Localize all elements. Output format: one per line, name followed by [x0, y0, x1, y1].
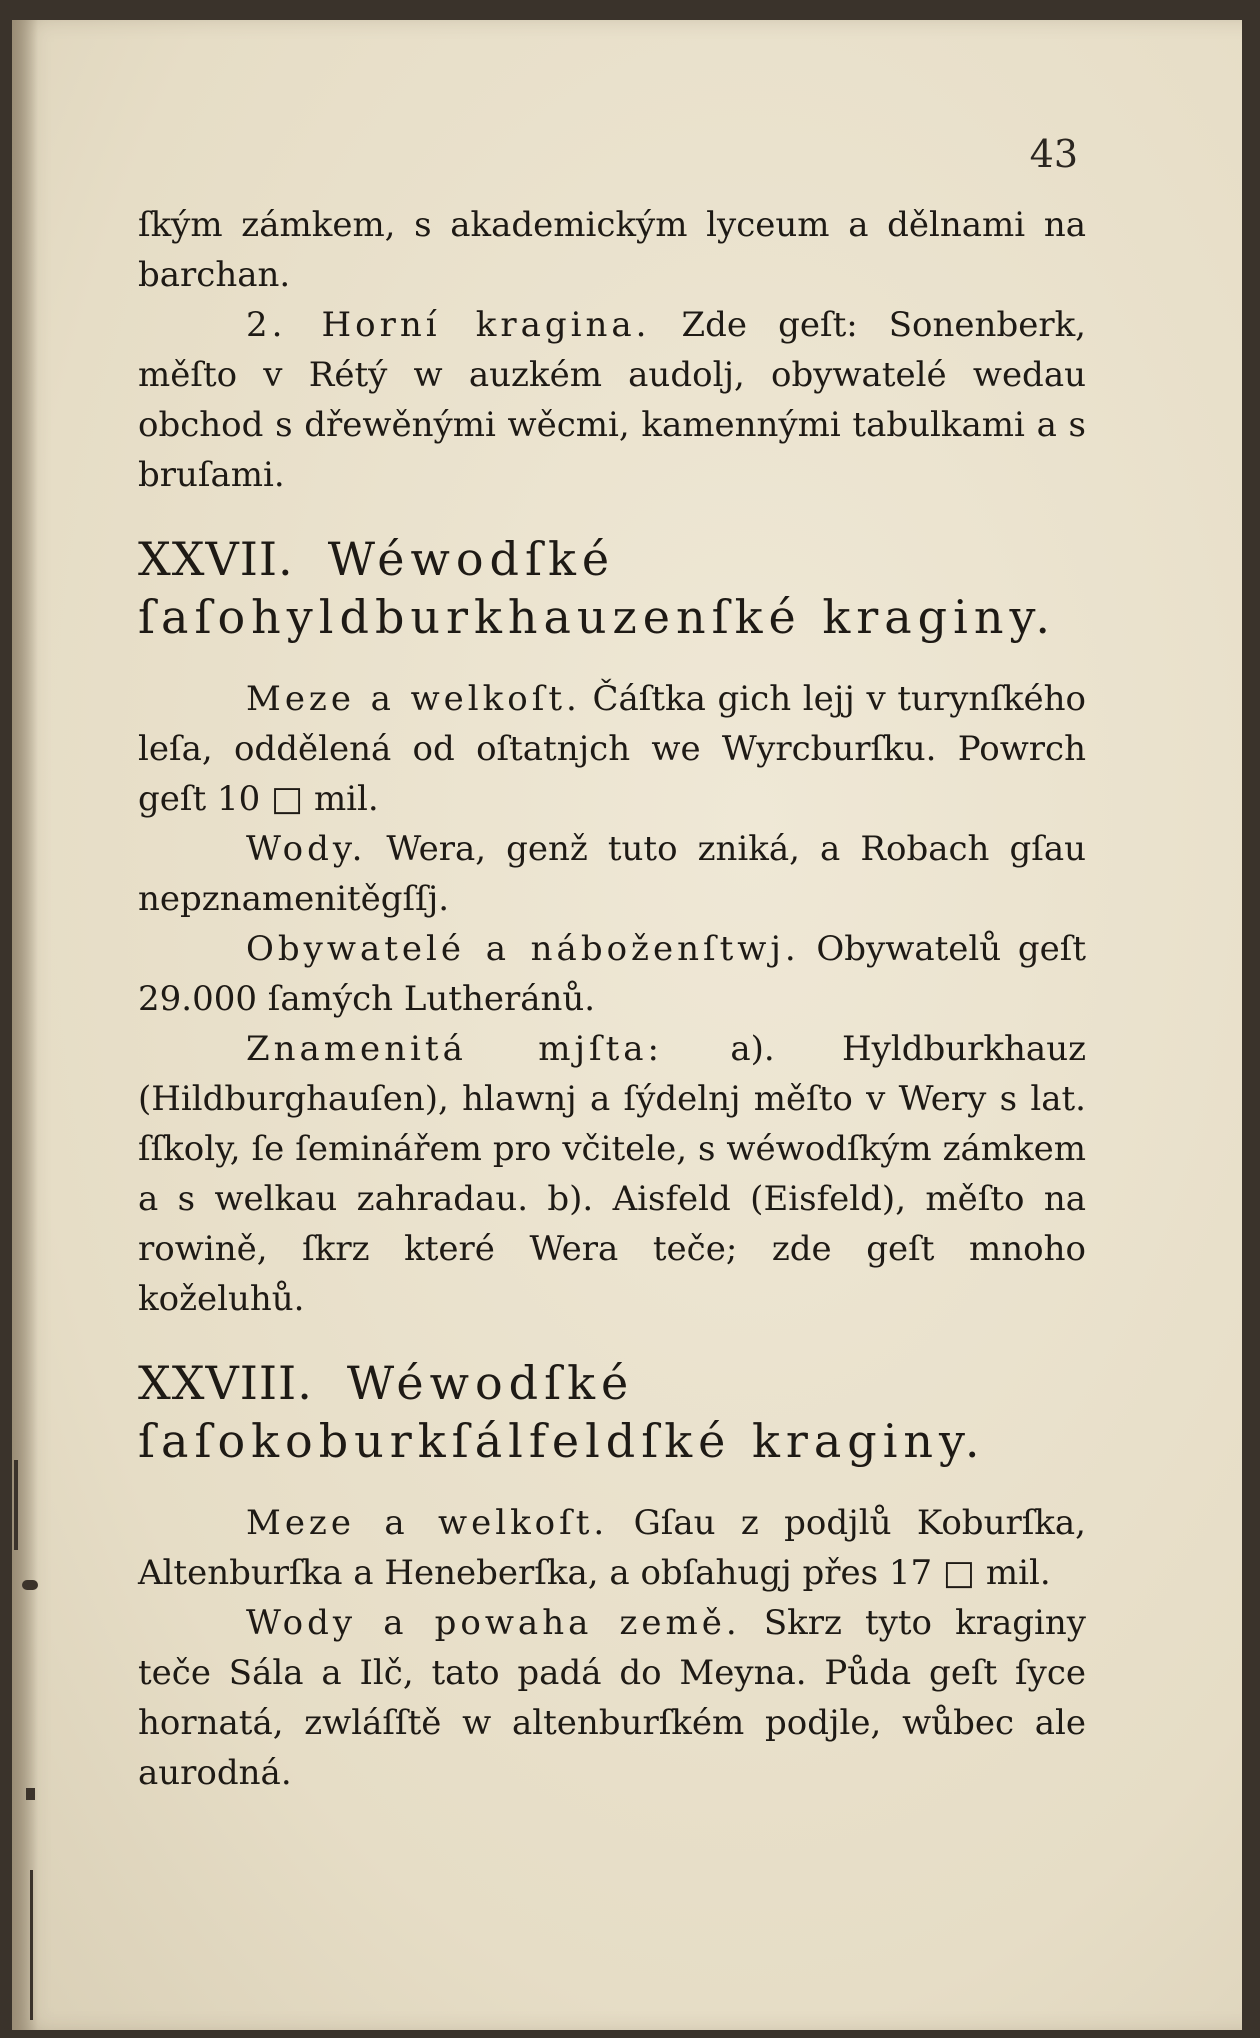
page-body	[138, 200, 1086, 1798]
section-number: XXVII.	[138, 532, 294, 586]
paragraph-lead: Obywatelé a náboženſtwj.	[246, 929, 800, 969]
paragraph-lead: Meze a welkoſt.	[246, 1503, 609, 1543]
section-heading	[138, 1354, 1086, 1470]
paragraph	[138, 200, 1086, 300]
paragraph-lead: 2. Horní kragina.	[246, 305, 651, 345]
paragraph-text: Skrz tyto kraginy teče Sála a Ilč, tato padá do Meyna. Půda geſt ſyce hornatá, zwláſſtě w altenburſkém podjle, wůbec ale aurodná.	[138, 1603, 1086, 1793]
paragraph	[138, 300, 1086, 500]
paragraph-text: Zde geſt: Sonenberk, měſto v Rétý w auzkém audolj, obywatelé wedau obchod s dřewěnými wěcmi, kamennými tabulkami a s bruſami.	[138, 305, 1086, 495]
paragraph-lead: Wody.	[246, 829, 367, 869]
paragraph	[138, 1498, 1086, 1598]
page-number: 43	[1029, 132, 1078, 176]
paragraph-lead: Wody a powaha země.	[246, 1603, 741, 1643]
margin-mark	[22, 1580, 38, 1590]
section-title: Wéwodſké ſaſokoburkſálfeldſké kraginy.	[138, 1356, 986, 1468]
margin-mark	[26, 1788, 35, 1800]
page-gutter-shadow	[12, 20, 38, 2030]
margin-mark	[30, 1870, 33, 2020]
margin-mark	[14, 1460, 18, 1550]
paragraph-text: a). Hyldburkhauz (Hildburghauſen), hlawnj a ſýdelnj měſto v Wery s lat. ſſkoly, ſe ſeminářem pro včitele, s wéwodſkým zámkem a s welkau zahradau. b). Aisfeld (Eisfeld), měſto na rowině, ſkrz které Wera teče; zde geſt mnoho koželuhů.	[138, 1029, 1087, 1319]
paragraph	[138, 1598, 1086, 1798]
paragraph-lead: Znamenitá mjſta:	[246, 1029, 663, 1069]
paragraph-text: Gſau z podjlů Koburſka, Altenburſka a Heneberſka, a obſahugj přes 17 □ mil.	[138, 1503, 1086, 1593]
paragraph	[138, 674, 1086, 824]
section-title: Wéwodſké ſaſohyldburkhauzenſké kraginy.	[138, 532, 1056, 644]
paragraph	[138, 924, 1086, 1024]
section-number: XXVIII.	[138, 1356, 313, 1410]
paragraph-text: Obywatelů geſt 29.000 ſamých Lutheránů.	[138, 929, 1086, 1019]
paragraph-text: Čáſtka gich lejj v turynſkého leſa, oddělená od oſtatnjch we Wyrcburſku. Powrch geſt 10 □ mil.	[138, 679, 1086, 819]
section-heading	[138, 530, 1086, 646]
paragraph-text: Wera, genž tuto zniká, a Robach gſau nepznamenitěgſſj.	[138, 829, 1086, 919]
paragraph-lead: Meze a welkoſt.	[246, 679, 581, 719]
paragraph	[138, 824, 1086, 924]
paragraph	[138, 1024, 1086, 1324]
paragraph-text: ſkým zámkem, s akademickým lyceum a dělnami na barchan.	[138, 205, 1086, 295]
